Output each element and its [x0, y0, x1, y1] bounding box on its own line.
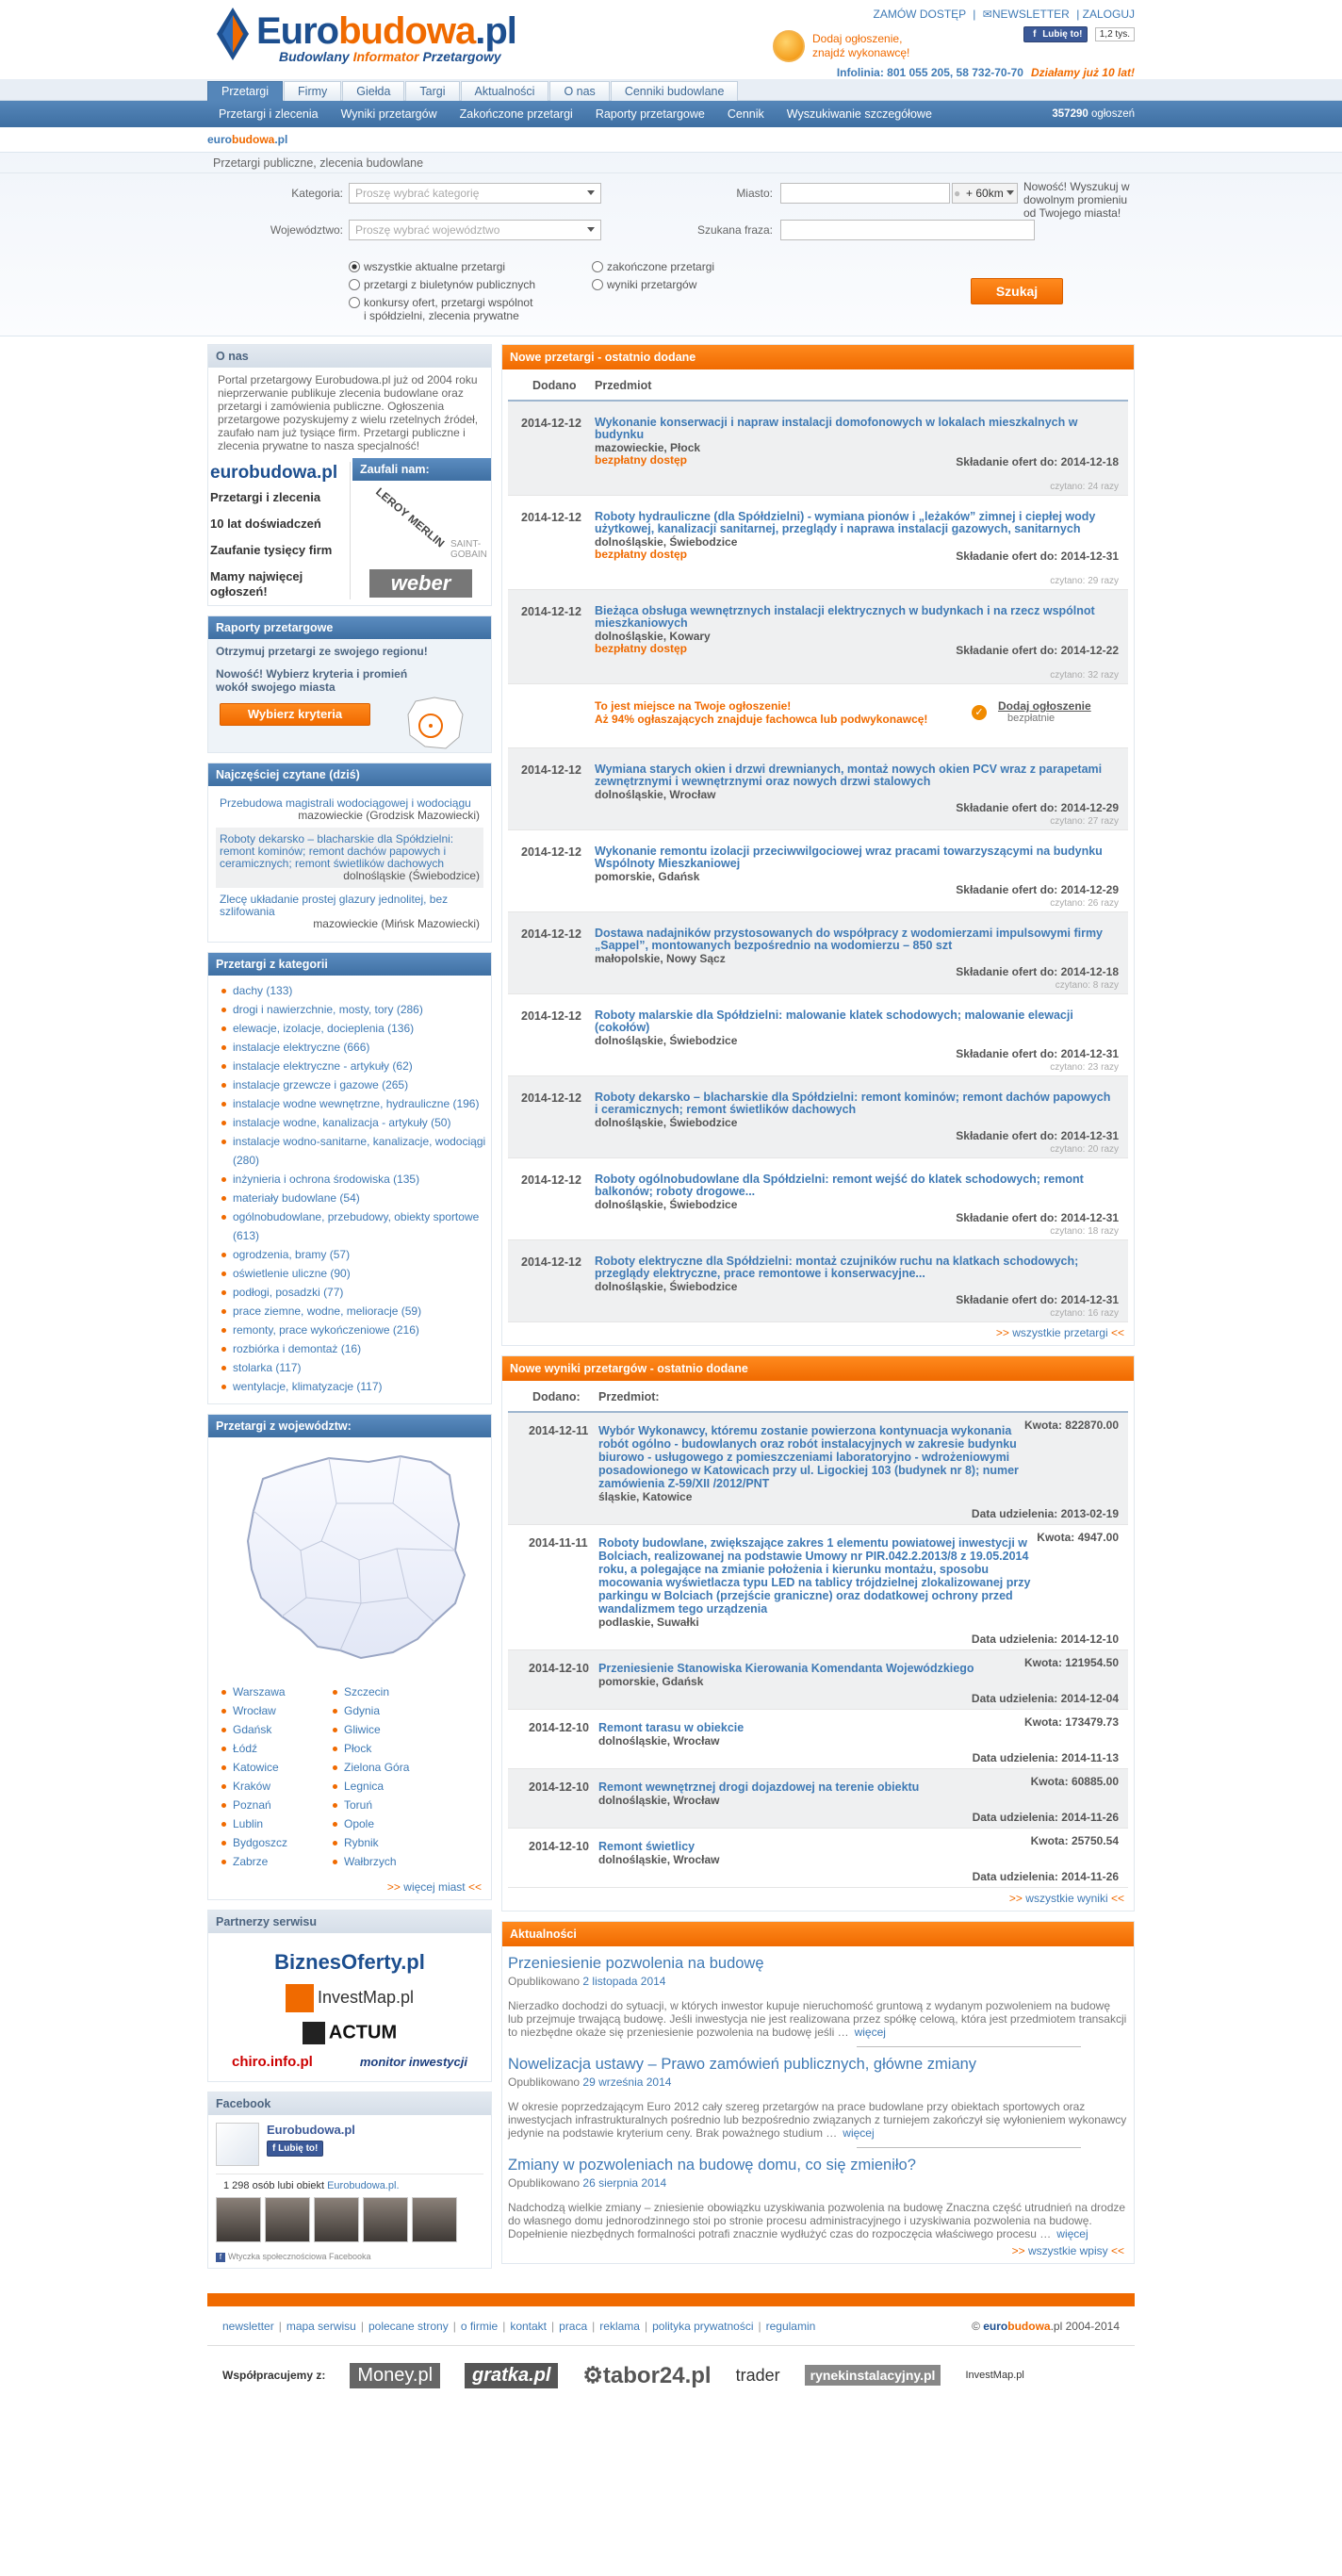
- footer-link[interactable]: polityka prywatności: [652, 2319, 754, 2333]
- poland-map[interactable]: [208, 1437, 491, 1682]
- subnav-wyszukiwanie[interactable]: Wyszukiwanie szczegółowe: [786, 107, 932, 121]
- tender-date: 2014-12-12: [521, 417, 581, 430]
- add-ad-icon: [773, 30, 805, 62]
- result-award-date: Data udzielenia: 2014-12-04: [971, 1692, 1119, 1705]
- gear-icon: ⚙: [582, 2362, 603, 2388]
- tender-deadline: Składanie ofert do: 2014-12-31: [956, 550, 1119, 563]
- city-link[interactable]: Płock: [333, 1739, 444, 1758]
- tender-deadline: Składanie ofert do: 2014-12-22: [956, 644, 1119, 657]
- result-location: dolnośląskie, Wrocław: [598, 1794, 720, 1807]
- news-title-link[interactable]: Nowelizacja ustawy – Prawo zamówień publicznych, główne zmiany: [508, 2056, 977, 2073]
- right-column: [501, 344, 1135, 2273]
- result-date: 2014-11-11: [529, 1536, 588, 1550]
- subnav-cennik[interactable]: Cennik: [727, 107, 764, 121]
- category-item[interactable]: wentylacje, klimatyzacje (117): [221, 1377, 491, 1396]
- tender-location: dolnośląskie, Kowary: [595, 630, 711, 643]
- about-heading: O nas: [208, 345, 491, 368]
- result-amount: Kwota: 121954.50: [1023, 1656, 1119, 1669]
- result-title-link[interactable]: Remont świetlicy: [598, 1840, 696, 1853]
- promo-ad-slot[interactable]: To jest miejsce na Twoje ogłoszenie! Aż 94% ogłaszających znajduje fachowca lub podwykonawcę! ✓ Dodaj ogłoszenie bezpłatnie: [508, 684, 1128, 748]
- fan-avatar[interactable]: [363, 2197, 408, 2242]
- tender-views: czytano: 29 razy: [1050, 576, 1119, 586]
- result-row[interactable]: [508, 1710, 1128, 1769]
- city-link[interactable]: Zabrze: [221, 1852, 333, 1871]
- tender-location: pomorskie, Gdańsk: [595, 870, 700, 883]
- free-access-badge: bezpłatny dostęp: [595, 548, 688, 561]
- most-read-box: [207, 763, 492, 943]
- all-posts-link[interactable]: >> wszystkie wpisy <<: [1011, 2244, 1124, 2257]
- city-link[interactable]: Łódź: [221, 1739, 333, 1758]
- category-item[interactable]: instalacje elektryczne (666): [221, 1038, 491, 1057]
- subnav-przetargi[interactable]: Przetargi i zlecenia: [219, 107, 319, 121]
- news-date: Opublikowano 2 listopada 2014: [508, 1975, 666, 1988]
- footer-link[interactable]: regulamin: [765, 2319, 816, 2333]
- new-tenders-heading: Nowe przetargi - ostatnio dodane: [502, 345, 1134, 369]
- most-read-item[interactable]: Przebudowa magistrali wodociągowej i wodociągu mazowieckie (Grodzisk Mazowiecki): [220, 796, 480, 822]
- category-item[interactable]: prace ziemne, wodne, melioracje (59): [221, 1302, 491, 1321]
- subnav-zakonczone[interactable]: Zakończone przetargi: [459, 107, 573, 121]
- tender-row[interactable]: [508, 402, 1128, 496]
- poland-radius-icon: [402, 694, 468, 752]
- result-row[interactable]: [508, 1769, 1128, 1829]
- tender-title-link[interactable]: Dostawa nadajników przystosowanych do współpracy z wodomierzami impulsowymi firmy „Sappel”, montowanych bezpośrednio na wodomierzu – 850 szt: [595, 927, 1104, 952]
- dropdown-arrow-icon: [1007, 190, 1014, 195]
- news-date-link[interactable]: 29 września 2014: [582, 2076, 672, 2089]
- cities-list: [208, 1682, 491, 1877]
- tender-row[interactable]: [508, 994, 1128, 1076]
- reports-heading: Raporty przetargowe: [208, 616, 491, 639]
- header: [207, 0, 1135, 79]
- tender-date: 2014-12-12: [521, 1091, 581, 1105]
- new-results-heading: Nowe wyniki przetargów - ostatnio dodane: [502, 1356, 1134, 1381]
- news-date: Opublikowano 26 sierpnia 2014: [508, 2176, 667, 2190]
- money-pl-logo[interactable]: Money.pl: [350, 2363, 440, 2388]
- category-item[interactable]: stolarka (117): [221, 1358, 491, 1377]
- result-amount: Kwota: 173479.73: [1023, 1715, 1119, 1729]
- footer-link[interactable]: mapa serwisu: [286, 2319, 356, 2333]
- tender-row[interactable]: [508, 496, 1128, 590]
- investmap-icon: [286, 1984, 314, 2012]
- radio-public-bulletins[interactable]: przetargi z biuletynów publicznych: [349, 278, 535, 291]
- result-award-date: Data udzielenia: 2014-11-13: [972, 1751, 1119, 1764]
- subnav-raporty[interactable]: Raporty przetargowe: [595, 107, 705, 121]
- tender-title-link[interactable]: Wymiana starych okien i drzwi drewnianych, montaż nowych okien PCV wraz z parapetami zewnętrznymi i wewnętrznymi oraz nowych drzwi stalowych: [595, 763, 1103, 788]
- category-item[interactable]: instalacje wodne, kanalizacja - artykuły (50): [221, 1113, 491, 1132]
- category-item[interactable]: ogrodzenia, bramy (57): [221, 1245, 491, 1264]
- result-title-link[interactable]: Przeniesienie Stanowiska Kierowania Komendanta Wojewódzkiego: [598, 1662, 974, 1675]
- city-link[interactable]: Gliwice: [333, 1720, 444, 1739]
- results-list: [502, 1413, 1134, 1888]
- about-logo: eurobudowa.pl: [210, 463, 338, 483]
- tender-date: 2014-12-12: [521, 605, 581, 618]
- tender-location: dolnośląskie, Świebodzice: [595, 1280, 738, 1293]
- tab-firmy[interactable]: Firmy: [284, 81, 341, 101]
- rynek-instalacyjny-logo[interactable]: rynekinstalacyjny.pl: [805, 2365, 941, 2386]
- city-link[interactable]: Legnica: [333, 1777, 444, 1796]
- monitor-inwestycji-logo[interactable]: monitor inwestycji: [359, 2055, 467, 2069]
- logo-tagline: Budowlany Informator Przetargowy: [279, 49, 501, 64]
- partners-box: [207, 1910, 492, 2082]
- result-amount: Kwota: 822870.00: [1023, 1419, 1119, 1432]
- tender-row[interactable]: [508, 1240, 1128, 1322]
- result-amount: Kwota: 4947.00: [1037, 1531, 1119, 1544]
- fan-avatar[interactable]: [216, 2197, 261, 2242]
- category-item[interactable]: elewacje, izolacje, docieplenia (136): [221, 1019, 491, 1038]
- news-excerpt: W okresie poprzedzającym Euro 2012 cały szereg przetargów na prace budowlane przy obiektach sportowych oraz inwestycjach infrastrukturalnych pośrednio lub bezpośrednio związanych z turniejem zakończył się wyłonieniem wykonawcy jedynie na podstawie kryterium ceny. Brak poważnego studium … więcej: [508, 2100, 1127, 2140]
- footer-links: newsletter | mapa serwisu | polecane strony | o firmie | kontakt | praca | reklama | polityka prywatności | regulamin: [222, 2319, 816, 2333]
- fb-page-name[interactable]: Eurobudowa.pl: [267, 2123, 355, 2137]
- dropdown-arrow-icon: [587, 227, 595, 232]
- tender-row[interactable]: [508, 1158, 1128, 1240]
- category-select[interactable]: Proszę wybrać kategorię: [349, 183, 601, 204]
- most-read-heading: Najczęściej czytane (dziś): [208, 763, 491, 786]
- news-date-link[interactable]: 26 sierpnia 2014: [582, 2176, 667, 2190]
- city-link[interactable]: Rybnik: [333, 1833, 444, 1852]
- tender-date: 2014-12-12: [521, 1173, 581, 1187]
- tender-location: mazowieckie, Płock: [595, 441, 701, 454]
- result-title-link[interactable]: Remont tarasu w obiekcie: [598, 1721, 745, 1734]
- saint-gobain-logo: SAINT-GOBAIN: [450, 539, 487, 560]
- footer-link[interactable]: praca: [559, 2319, 588, 2333]
- facebook-icon: f: [216, 2253, 225, 2262]
- tender-deadline: Składanie ofert do: 2014-12-31: [956, 1211, 1119, 1224]
- tender-views: czytano: 18 razy: [1050, 1226, 1119, 1237]
- tender-location: dolnośląskie, Świebodzice: [595, 535, 738, 549]
- footer-link[interactable]: reklama: [599, 2319, 640, 2333]
- news-title-link[interactable]: Przeniesienie pozwolenia na budowę: [508, 1955, 764, 1972]
- radius-select[interactable]: ● + 60km: [952, 183, 1018, 204]
- footer-link[interactable]: newsletter: [222, 2319, 274, 2333]
- category-item[interactable]: ogólnobudowlane, przebudowy, obiekty sportowe (613): [221, 1207, 491, 1245]
- city-link[interactable]: Kraków: [221, 1777, 333, 1796]
- tender-deadline: Składanie ofert do: 2014-12-18: [956, 455, 1119, 468]
- tender-views: czytano: 24 razy: [1050, 482, 1119, 492]
- city-link[interactable]: Lublin: [221, 1814, 333, 1833]
- clear-icon: ●: [954, 187, 961, 200]
- result-row[interactable]: [508, 1829, 1128, 1888]
- tender-row[interactable]: [508, 830, 1128, 912]
- voivodeship-label: Województwo:: [270, 223, 343, 237]
- weber-logo: weber: [369, 569, 472, 598]
- tender-date: 2014-12-12: [521, 511, 581, 524]
- sub-nav: [0, 101, 1342, 127]
- tender-deadline: Składanie ofert do: 2014-12-31: [956, 1293, 1119, 1306]
- city-label: Miasto:: [736, 187, 773, 200]
- category-item[interactable]: podłogi, posadzki (77): [221, 1283, 491, 1302]
- facebook-icon: f: [272, 2143, 276, 2154]
- actum-icon: [303, 2022, 325, 2044]
- gratka-logo[interactable]: gratka.pl: [465, 2363, 558, 2388]
- fb-like-button[interactable]: f Lubię to!: [1023, 26, 1088, 42]
- tender-views: czytano: 27 razy: [1050, 816, 1119, 827]
- all-tenders-link[interactable]: >> wszystkie przetargi <<: [995, 1326, 1124, 1339]
- radio-finished[interactable]: zakończone przetargi: [592, 260, 714, 273]
- result-award-date: Data udzielenia: 2013-02-19: [971, 1507, 1119, 1520]
- tender-deadline: Składanie ofert do: 2014-12-18: [956, 965, 1119, 978]
- city-link[interactable]: Opole: [333, 1814, 444, 1833]
- radio-all-current[interactable]: wszystkie aktualne przetargi: [349, 260, 505, 273]
- investmap-logo[interactable]: InvestMap.pl: [208, 1984, 491, 2012]
- tender-date: 2014-12-12: [521, 927, 581, 941]
- city-link[interactable]: Szczecin: [333, 1682, 444, 1701]
- category-list: [208, 976, 491, 1403]
- tender-date: 2014-12-12: [521, 1255, 581, 1269]
- ads-count: 357290 ogłoszeń: [1052, 108, 1135, 120]
- biznesoferty-logo[interactable]: BiznesOferty.pl: [274, 1950, 425, 1974]
- tab-przetargi[interactable]: Przetargi: [207, 81, 283, 101]
- city-link[interactable]: Katowice: [221, 1758, 333, 1777]
- tender-views: czytano: 26 razy: [1050, 898, 1119, 909]
- tender-location: dolnośląskie, Świebodzice: [595, 1034, 738, 1047]
- category-item[interactable]: materiały budowlane (54): [221, 1189, 491, 1207]
- tender-views: czytano: 8 razy: [1055, 980, 1119, 991]
- choose-criteria-button[interactable]: Wybierz kryteria: [220, 703, 370, 726]
- tender-title-link[interactable]: Wykonanie remontu izolacji przeciwwilgociowej wraz pracami towarzyszącymi na budynku Wspólnoty Mieszkaniowej: [595, 845, 1103, 870]
- tender-views: czytano: 16 razy: [1050, 1308, 1119, 1319]
- result-date: 2014-12-10: [529, 1840, 589, 1853]
- news-date: Opublikowano 29 września 2014: [508, 2076, 672, 2089]
- tender-title-link[interactable]: Bieżąca obsługa wewnętrznych instalacji elektrycznych w budynkach i na rzecz wspólnot mieszkaniowych: [595, 604, 1095, 630]
- facebook-icon: f: [1033, 29, 1037, 40]
- tender-deadline: Składanie ofert do: 2014-12-31: [956, 1047, 1119, 1060]
- result-date: 2014-12-10: [529, 1721, 589, 1734]
- voivodeship-select[interactable]: Proszę wybrać województwo: [349, 220, 601, 240]
- tender-title-link[interactable]: Roboty elektryczne dla Spółdzielni: montaż czujników ruchu na klatkach schodowych; przeglądy elektryczne, prace remontowe i konserwacyjne...: [595, 1255, 1079, 1280]
- chiro-logo[interactable]: chiro.info.pl: [232, 2054, 313, 2070]
- fb-like-count: 1,2 tys.: [1095, 27, 1135, 41]
- radio-private-offers[interactable]: konkursy ofert, przetargi wspólnot i spółdzielni, zlecenia prywatne: [349, 296, 537, 322]
- facebook-heading: Facebook: [208, 2092, 491, 2115]
- tender-title-link[interactable]: Roboty hydrauliczne (dla Spółdzielni) - wymiana pionów i „leżaków” zimnej i ciepłej wody użytkowej, kanalizacji sanitarnej, przeglądy i naprawa instalacji gazowych, sanitarnych: [595, 510, 1096, 535]
- tender-date: 2014-12-12: [521, 1009, 581, 1023]
- category-item[interactable]: rozbiórka i demontaż (16): [221, 1339, 491, 1358]
- tender-title-link[interactable]: Roboty ogólnobudowlane dla Spółdzielni: remont wejść do klatek schodowych; remont balkonów; roboty drogowe...: [595, 1173, 1084, 1198]
- order-access-link[interactable]: ZAMÓW DOSTĘP: [873, 8, 966, 21]
- breadcrumb[interactable]: eurobudowa.pl: [207, 133, 288, 146]
- fb-fans-count: 1 298 osób lubi obiekt Eurobudowa.pl.: [216, 2174, 483, 2191]
- city-link[interactable]: Toruń: [333, 1796, 444, 1814]
- free-access-badge: bezpłatny dostęp: [595, 453, 688, 467]
- tender-views: czytano: 32 razy: [1050, 670, 1119, 681]
- result-location: dolnośląskie, Wrocław: [598, 1853, 720, 1866]
- logo-text: Eurobudowa.pl: [256, 10, 516, 52]
- result-location: dolnośląskie, Wrocław: [598, 1734, 720, 1747]
- result-row[interactable]: [508, 1525, 1128, 1650]
- result-award-date: Data udzielenia: 2014-11-26: [972, 1870, 1119, 1883]
- city-link[interactable]: Poznań: [221, 1796, 333, 1814]
- read-more-link[interactable]: więcej: [843, 2126, 875, 2140]
- footer-link[interactable]: kontakt: [510, 2319, 548, 2333]
- left-column: [207, 344, 492, 2278]
- phrase-label: Szukana fraza:: [696, 223, 773, 237]
- free-access-badge: bezpłatny dostęp: [595, 642, 688, 655]
- investmap-footer-logo[interactable]: InvestMap.pl: [965, 2370, 1024, 2381]
- news-title-link[interactable]: Zmiany w pozwoleniach na budowę domu, co się zmieniło?: [508, 2157, 916, 2174]
- tender-title-link[interactable]: Roboty dekarsko – blacharskie dla Spółdzielni: remont kominów; remont dachów papowych i ceramicznych; remont świetlików dachowych: [595, 1091, 1111, 1116]
- tender-date: 2014-12-12: [521, 845, 581, 859]
- envelope-icon: ✉: [982, 8, 992, 21]
- result-row[interactable]: [508, 1413, 1128, 1525]
- city-link[interactable]: Wrocław: [221, 1701, 333, 1720]
- regions-box: [207, 1414, 492, 1900]
- fb-fans-avatars: [208, 2191, 491, 2248]
- search-button[interactable]: Szukaj: [971, 278, 1063, 304]
- add-ad-promo[interactable]: Dodaj ogłoszenie, znajdź wykonawcę!: [773, 28, 933, 68]
- result-date: 2014-12-10: [529, 1780, 589, 1794]
- new-results-box: Nowe wyniki przetargów - ostatnio dodane Dodano: Przedmiot: 2014-12-11 Kwota: 822870.00 Wybór Wykonawcy, któremu zostanie powierzona kontynuacja wykonania robót ogólno - budowlanych oraz robót instalacyjnych w zakresie budynku biurowo - usługowego z pomieszczeniami laboratoryjno - wdrożeniowymi posadowionego w Katowicach przy ul. Ligockiej 103 (budynek nr 8); numer zamówienia Z-59/XII /2012/PNT śląskie, Katowice Data udzielenia: 2013-02-19 2014-11-11 Kwota: 4947.00 Roboty budowlane, zwiększające zakres 1 elementu powiatowej inwestycji w Bolciach, realizowanej na podstawie Umowy nr PIR.042.2.2013/8 z 19.05.2014 roku, a polegające na zmianie położenia i kierunku montażu, sposobu mocowania wyświetlacza typu LED na tablicy trójdzielnej zlokalizowanej przy parkingu w Bolciach (przejście graniczne) oraz dodatkowej ochrony przed wandalizmem tego urządzenia podlaskie, Suwałki Data udzielenia: 2014-12-10 2014-12-10 Kwota: 121954.50 Przeniesienie Stanowiska Kierowania Komendanta Wojewódzkiego pomorskie, Gdańsk Data udzielenia: 2014-12-04 2014-12-10 Kwota: 173479.73 Remont tarasu w obiekcie dolnośląskie, Wrocław Data udzielenia: 2014-11-13 2014-12-10 Kwota: 60885.00 Remont wewnętrznej drogi dojazdowej na terenie obiektu dolnośląskie, Wrocław Data udzielenia: 2014-11-26 2014-12-10 Kwota: 25750.54 Remont świetlicy dolnośląskie, Wrocław Data udzielenia: 2014-11-26 >> wszystkie wyniki <<: [501, 1355, 1135, 1911]
- newsletter-link[interactable]: NEWSLETTER: [991, 8, 1070, 21]
- tender-location: dolnośląskie, Wrocław: [595, 788, 716, 801]
- categories-heading: Przetargi z kategorii: [208, 953, 491, 976]
- regions-heading: Przetargi z województw:: [208, 1415, 491, 1437]
- news-excerpt: Nierzadko dochodzi do sytuacji, w których inwestor kupuje nieruchomość gruntową z wydanym pozwoleniem na budowę lub przejmuje trwającą budowę. Jeśli inwestycja nie jest realizowana przez spółkę celową, która jest przedmiotem transakcji to niezbędne okaże się przeniesienie pozwolenia na budowę jeśli … więcej: [508, 1999, 1127, 2039]
- actum-logo[interactable]: ACTUM: [208, 2022, 491, 2044]
- city-input[interactable]: [780, 183, 950, 204]
- category-item[interactable]: remonty, prace wykończeniowe (216): [221, 1321, 491, 1339]
- cooperation-logos: Współpracujemy z: Money.pl gratka.pl ⚙tabor24.pl trader rynekinstalacyjny.pl InvestMap.pl: [222, 2362, 1024, 2388]
- reports-box: Raporty przetargowe Otrzymuj przetargi ze swojego regionu! Nowość! Wybierz kryteria i promień wokół swojego miasta Wybierz kryteria: [207, 615, 492, 753]
- dropdown-arrow-icon: [587, 190, 595, 195]
- category-item[interactable]: instalacje elektryczne - artykuły (62): [221, 1057, 491, 1075]
- result-amount: Kwota: 25750.54: [1030, 1834, 1119, 1847]
- tender-deadline: Składanie ofert do: 2014-12-29: [956, 801, 1119, 814]
- result-location: śląskie, Katowice: [598, 1490, 693, 1503]
- login-link[interactable]: ZALOGUJ: [1082, 8, 1135, 21]
- category-item[interactable]: inżynieria i ochrona środowiska (135): [221, 1170, 491, 1189]
- fan-avatar[interactable]: [412, 2197, 457, 2242]
- footer-link[interactable]: polecane strony: [368, 2319, 449, 2333]
- tender-location: małopolskie, Nowy Sącz: [595, 952, 726, 965]
- news-heading: Aktualności: [502, 1922, 1134, 1946]
- radius-novelty-note: Nowość! Wyszukuj w dowolnym promieniu od Twojego miasta!: [1023, 180, 1130, 220]
- phrase-input[interactable]: [780, 220, 1035, 240]
- result-award-date: Data udzielenia: 2014-11-26: [972, 1811, 1119, 1824]
- result-date: 2014-12-11: [529, 1424, 589, 1437]
- news-list: [502, 1954, 1134, 2240]
- footer-link[interactable]: o firmie: [460, 2319, 499, 2333]
- partners-heading: Partnerzy serwisu: [208, 1911, 491, 1933]
- city-link[interactable]: Gdańsk: [221, 1720, 333, 1739]
- tab-o-nas[interactable]: O nas: [549, 81, 609, 101]
- main-nav: [0, 79, 1342, 101]
- tab-targi[interactable]: Targi: [405, 81, 459, 101]
- tabor24-logo[interactable]: ⚙tabor24.pl: [582, 2362, 712, 2388]
- about-text: Portal przetargowy Eurobudowa.pl już od 2004 roku nieprzerwanie publikuje zlecenia budowlane oraz przetargi i zamówienia publiczne. Ogłoszenia przetargowe pozyskujemy z wielu rzetelnych źródeł, zaufało nam już tysiące firm. Przetargi publiczne i zlecenia prywatne to nasza specjalność!: [218, 373, 479, 452]
- trader-logo[interactable]: trader: [735, 2365, 780, 2385]
- city-link[interactable]: Zielona Góra: [333, 1758, 444, 1777]
- tender-title-link[interactable]: Roboty malarskie dla Spółdzielni: malowanie klatek schodowych; malowanie elewacji (cokołów): [595, 1009, 1073, 1034]
- category-item[interactable]: instalacje wodne wewnętrzne, hydrauliczne (196): [221, 1094, 491, 1113]
- facebook-box: [207, 2092, 492, 2269]
- about-box: O nas Portal przetargowy Eurobudowa.pl już od 2004 roku nieprzerwanie publikuje zlecenia budowlane oraz przetargi i zamówienia publiczne. Ogłoszenia przetargowe pozyskujemy z wielu rzetelnych źródeł, zaufało nam już tysiące firm. Przetargi publiczne i zlecenia prywatne to nasza specjalność! eurobudowa.pl Przetargi i zlecenia 10 lat doświadczeń Zaufanie tysięcy firm Mamy najwięcej ogłoszeń! Zaufali nam: LEROY MERLIN SAINT-GOBAIN weber: [207, 344, 492, 606]
- add-ad-link[interactable]: Dodaj ogłoszenie: [998, 699, 1091, 713]
- tender-list: [502, 402, 1134, 1322]
- result-date: 2014-12-10: [529, 1662, 589, 1675]
- infoline: Infolinia: 801 055 205, 58 732-70-70 Działamy już 10 lat!: [836, 66, 1135, 79]
- search-panel: [0, 152, 1342, 336]
- city-link[interactable]: Gdynia: [333, 1701, 444, 1720]
- leroy-merlin-logo: LEROY MERLIN: [373, 484, 448, 550]
- result-title-link[interactable]: Wybór Wykonawcy, któremu zostanie powierzona kontynuacja wykonania robót ogólno - budowlanych oraz robót instalacyjnych w zakresie budynku biurowo - usługowego z pomieszczeniami laboratoryjno - wdrożeniowymi posadowionego w Katowicach przy ul. Ligockiej 103 (budynek nr 8); numer zamówienia Z-59/XII /2012/PNT: [598, 1424, 1019, 1490]
- category-item[interactable]: instalacje wodno-sanitarne, kanalizacje, wodociągi (280): [221, 1132, 491, 1170]
- fan-avatar[interactable]: [314, 2197, 359, 2242]
- tender-row[interactable]: [508, 590, 1128, 684]
- search-title: Przetargi publiczne, zlecenia budowlane: [213, 156, 424, 170]
- tender-row[interactable]: [508, 912, 1128, 994]
- site-logo[interactable]: [215, 6, 573, 68]
- trusted-logos: [351, 481, 491, 567]
- logo-diamond-icon: [215, 6, 251, 62]
- category-item[interactable]: drogi i nawierzchnie, mosty, tory (286): [221, 1000, 491, 1019]
- tab-cenniki[interactable]: Cenniki budowlane: [611, 81, 739, 101]
- tender-date: 2014-12-12: [521, 763, 581, 777]
- trusted-heading: Zaufali nam:: [352, 458, 491, 481]
- tender-views: czytano: 20 razy: [1050, 1144, 1119, 1155]
- tender-location: dolnośląskie, Świebodzice: [595, 1116, 738, 1129]
- fb-page-avatar[interactable]: [216, 2123, 259, 2166]
- category-item[interactable]: instalacje grzewcze i gazowe (265): [221, 1075, 491, 1094]
- city-link[interactable]: Wałbrzych: [333, 1852, 444, 1871]
- most-read-item[interactable]: Roboty dekarsko – blacharskie dla Spółdzielni: remont kominów; remont dachów papowych i ceramicznych; remont świetlików dachowych dolnośląskie (Świebodzice): [216, 828, 483, 888]
- result-location: pomorskie, Gdańsk: [598, 1675, 704, 1688]
- categories-box: [207, 952, 492, 1404]
- tab-gielda[interactable]: Giełda: [342, 81, 404, 101]
- fan-avatar[interactable]: [265, 2197, 310, 2242]
- news-date-link[interactable]: 2 listopada 2014: [582, 1975, 666, 1988]
- tender-deadline: Składanie ofert do: 2014-12-29: [956, 883, 1119, 896]
- city-link[interactable]: Warszawa: [221, 1682, 333, 1701]
- tender-views: czytano: 23 razy: [1050, 1062, 1119, 1073]
- read-more-link[interactable]: więcej: [854, 2026, 886, 2039]
- tab-aktualnosci[interactable]: Aktualności: [461, 81, 549, 101]
- new-tenders-box: Nowe przetargi - ostatnio dodane Dodano Przedmiot 2014-12-12 Wykonanie konserwacji i napraw instalacji domofonowych w lokalach mieszkalnych w budynku mazowieckie, Płock bezpłatny dostęp Składanie ofert do: 2014-12-18 czytano: 24 razy 2014-12-12 Roboty hydrauliczne (dla Spółdzielni) - wymiana pionów i „leżaków” zimnej i ciepłej wody użytkowej, kanalizacji sanitarnej, przeglądy i naprawa instalacji gazowych, sanitarnych dolnośląskie, Świebodzice bezpłatny dostęp Składanie ofert do: 2014-12-31 czytano: 29 razy 2014-12-12 Bieżąca obsługa wewnętrznych instalacji elektrycznych w budynkach i na rzecz wspólnot mieszkaniowych dolnośląskie, Kowary bezpłatny dostęp Składanie ofert do: 2014-12-22 czytano: 32 razy To jest miejsce na Twoje ogłoszenie! Aż 94% ogłaszających znajduje fachowca lub podwykonawcę! ✓ Dodaj ogłoszenie bezpłatnie 2014-12-12 Wymiana starych okien i drzwi drewnianych, montaż nowych okien PCV wraz z parapetami zewnętrznymi i wewnętrznymi oraz nowych drzwi stalowych dolnośląskie, Wrocław Składanie ofert do: 2014-12-29 czytano: 27 razy 2014-12-12 Wykonanie remontu izolacji przeciwwilgociowej wraz pracami towarzyszącymi na budynku Wspólnoty Mieszkaniowej pomorskie, Gdańsk Składanie ofert do: 2014-12-29 czytano: 26 razy 2014-12-12 Dostawa nadajników przystosowanych do współpracy z wodomierzami impulsowymi firmy „Sappel”, montowanych bezpośrednio na wodomierzu – 850 szt małopolskie, Nowy Sącz Składanie ofert do: 2014-12-18 czytano: 8 razy 2014-12-12 Roboty malarskie dla Spółdzielni: malowanie klatek schodowych; malowanie elewacji (cokołów) dolnośląskie, Świebodzice Składanie ofert do: 2014-12-31 czytano: 23 razy 2014-12-12 Roboty dekarsko – blacharskie dla Spółdzielni: remont kominów; remont dachów papowych i ceramicznych; remont świetlików dachowych dolnośląskie, Świebodzice Składanie ofert do: 2014-12-31 czytano: 20 razy 2014-12-12 Roboty ogólnobudowlane dla Spółdzielni: remont wejść do klatek schodowych; remont balkonów; roboty drogowe... dolnośląskie, Świebodzice Składanie ofert do: 2014-12-31 czytano: 18 razy 2014-12-12 Roboty elektryczne dla Spółdzielni: montaż czujników ruchu na klatkach schodowych; przeglądy elektryczne, prace remontowe i konserwacyjne... dolnośląskie, Świebodzice Składanie ofert do: 2014-12-31 czytano: 16 razy >> wszystkie przetargi <<: [501, 344, 1135, 1346]
- read-more-link[interactable]: więcej: [1056, 2227, 1088, 2240]
- fb-plugin-note: f Wtyczka społecznościowa Facebooka: [208, 2248, 491, 2268]
- result-amount: Kwota: 60885.00: [1030, 1775, 1119, 1788]
- radio-results[interactable]: wyniki przetargów: [592, 278, 696, 291]
- result-title-link[interactable]: Roboty budowlane, zwiększające zakres 1 elementu powiatowej inwestycji w Bolciach, realizowanej na podstawie Umowy nr PIR.042.2.2013/8 z 19.05.2014 roku, a polegające na zmianie położenia i kierunku montażu, sposobu mocowania wyświetlacza typu LED na tablicy trójdzielnej zlokalizowanej przy parkingu w Bolciach (przejście graniczne) oraz dodatkowej ochrony przed wandalizmem tego urządzenia: [598, 1536, 1031, 1616]
- category-item[interactable]: dachy (133): [221, 981, 491, 1000]
- category-item[interactable]: oświetlenie uliczne (90): [221, 1264, 491, 1283]
- more-cities-link[interactable]: >> więcej miast <<: [386, 1880, 482, 1894]
- footer: [207, 2293, 1135, 2404]
- tender-deadline: Składanie ofert do: 2014-12-31: [956, 1129, 1119, 1142]
- all-results-link[interactable]: >> wszystkie wyniki <<: [1008, 1892, 1124, 1905]
- news-box: [501, 1921, 1135, 2264]
- most-read-item[interactable]: Zlecę układanie prostej glazury jednolitej, bez szlifowania mazowieckie (Mińsk Mazowiecki): [220, 893, 480, 930]
- category-label: Kategoria:: [291, 187, 343, 200]
- news-excerpt: Nadchodzą wielkie zmiany – zniesienie obowiązku uzyskiwania pozwolenia na budowę Znaczna część utrudnień na drodze do własnego domu jednorodzinnego stoi po stronie procesu administracyjnego i uzyskiwania pozwolenia na budowę. Dopełnienie niezbędnych formalności potrafi znacznie wydłużyć czas do rozpoczęcia właściwego procesu … więcej: [508, 2201, 1126, 2240]
- result-award-date: Data udzielenia: 2014-12-10: [971, 1633, 1119, 1646]
- result-row[interactable]: [508, 1650, 1128, 1710]
- city-link[interactable]: Bydgoszcz: [221, 1833, 333, 1852]
- result-title-link[interactable]: Remont wewnętrznej drogi dojazdowej na terenie obiektu: [598, 1780, 920, 1794]
- fb-page-like-button[interactable]: f Lubię to!: [267, 2141, 323, 2157]
- result-location: podlaskie, Suwałki: [598, 1616, 699, 1629]
- top-links: ZAMÓW DOSTĘP | ✉NEWSLETTER | ZALOGUJ f Lubię to! 1,2 tys.: [874, 8, 1136, 42]
- tender-row[interactable]: [508, 748, 1128, 830]
- tender-location: dolnośląskie, Świebodzice: [595, 1198, 738, 1211]
- copyright: © eurobudowa.pl 2004-2014: [972, 2319, 1120, 2333]
- tender-title-link[interactable]: Wykonanie konserwacji i napraw instalacji domofonowych w lokalach mieszkalnych w budynku: [595, 416, 1078, 441]
- subnav-wyniki[interactable]: Wyniki przetargów: [340, 107, 437, 121]
- check-circle-icon: ✓: [972, 705, 987, 720]
- tender-row[interactable]: [508, 1076, 1128, 1158]
